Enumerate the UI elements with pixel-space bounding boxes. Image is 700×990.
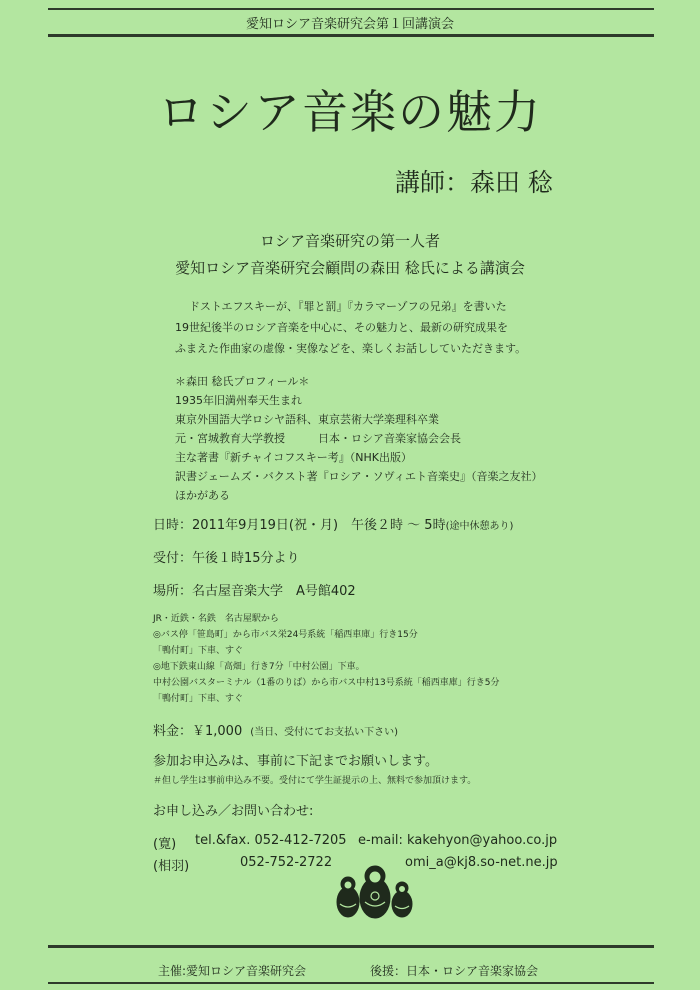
subtitle-line-1: ロシア音楽研究の第一人者 [259,232,440,250]
event-date [153,514,513,533]
page-title: ロシア音楽の魅力 [158,85,542,139]
subtitle-line-2: 愛知ロシア音楽研究会顧問の森田 稔氏による講演会 [175,259,525,277]
top-rule-thin [48,8,654,10]
profile-line: 1935年旧満州奉天生まれ [175,394,302,407]
profile-line: 訳書ジェームズ・バクスト著『ロシア・ソヴィエト音楽史』（音楽之友社） [175,470,543,483]
access-line: 「鴨付町」下車、すぐ [153,646,244,656]
venue: 場所：名古屋音楽大学 A号館402 [153,584,356,599]
access-line: ◎バス停「笹島町」から市バス栄24号系統「稲西車庫」行き15分 [153,630,418,640]
supporter: 後援：日本・ロシア音楽家協会 [370,964,539,978]
access-line: 中村公園バスターミナル（1番のりば）から市バス中村13号系統「稲西車庫」行き5分 [153,678,500,688]
contact-email: omi_a@kj8.so-net.ne.jp [405,855,558,870]
contact-email: e-mail: kakehyon@yahoo.co.jp [358,833,558,848]
access-line: ◎地下鉄東山線「高畑」行き7分「中村公園」下車。 [153,662,365,672]
fee-note: (当日、受付にてお支払い下さい) [250,727,399,738]
lecturer-profile [175,372,543,505]
profile-line: 元・宮城教育大学教授 日本・ロシア音楽家協会会長 [175,432,461,445]
lecturer-name: 講師：森田 稔 [395,168,553,197]
bottom-rule-thin [48,982,654,984]
event-title: 愛知ロシア音楽研究会第１回講演会 [245,17,454,32]
contact-name: (寛) [153,837,177,852]
date-main: 日時：2011年9月19日(祝・月) 午後２時 〜 5時 [153,518,446,533]
reception-time: 受付：午後１時15分より [153,551,300,566]
access-line: 「鴨付町」下車、すぐ [153,694,244,704]
profile-heading: ＊森田 稔氏プロフィール＊ [175,375,310,388]
profile-line: 東京外国語大学ロシヤ語科、東京芸術大学楽理科卒業 [175,413,439,426]
contact-name: (相羽) [153,859,190,874]
matryoshka-dolls-icon [330,860,420,920]
description [175,296,526,359]
contact-phone: tel.&fax. 052-412-7205 [195,833,347,848]
organizer: 主催:愛知ロシア音楽研究会 [158,964,307,978]
fee-main: 料金：￥1,000 [153,724,243,739]
access-directions [153,611,499,707]
date-note: (途中休憩あり) [445,521,514,532]
description-line: 19世紀後半のロシア音楽を中心に、その魅力と、最新の研究成果を [175,321,508,334]
description-line: ドストエフスキーが、『罪と罰』『カラマーゾフの兄弟』を書いた [189,300,507,313]
description-line: ふまえた作曲家の虚像・実像などを、楽しくお話ししていただきます。 [175,342,527,355]
access-line: JR・近鉄・名鉄 名古屋駅から [153,614,279,624]
profile-line: ほかがある [175,489,230,502]
profile-line: 主な著書『新チャイコフスキー考』（NHK出版） [175,451,413,464]
top-rule-thick [48,34,654,37]
contact-label: お申し込み／お問い合わせ: [153,804,314,819]
contact-phone: 052-752-2722 [240,855,333,870]
bottom-rule-thick [48,945,654,948]
fee [153,720,398,739]
apply-instructions: 参加お申込みは、事前に下記までお願いします。 [153,754,438,769]
student-note: ＃但し学生は事前申込み不要。受付にて学生証提示の上、無料で参加頂けます。 [153,776,477,786]
